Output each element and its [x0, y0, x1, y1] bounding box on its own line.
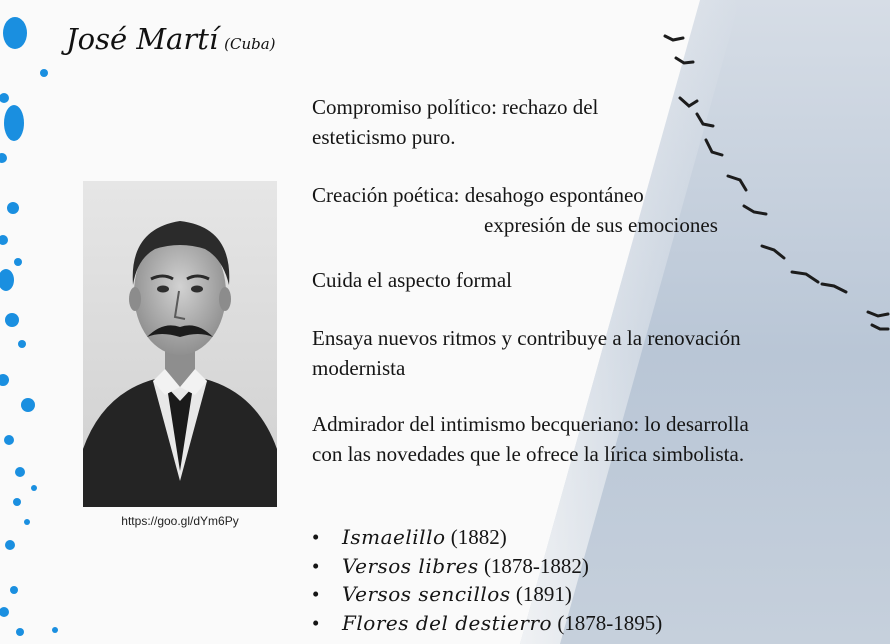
paragraph-poetic-creation: [312, 180, 782, 240]
bullet-icon: •: [312, 582, 320, 606]
paragraph-becquerian-intimism: Admirador del intimismo becqueriano: lo desarrolla con las novedades que le ofrece la lírica simbolista.: [312, 412, 749, 466]
portrait-photo: [83, 181, 277, 507]
work-years: (1891): [515, 582, 572, 606]
works-list: [312, 523, 662, 637]
work-years: (1882): [450, 525, 507, 549]
poetic-creation-line-2: expresión de sus emociones: [484, 213, 718, 237]
work-item: [312, 552, 662, 581]
work-title: Ismaelillo: [342, 525, 446, 549]
bullet-icon: •: [312, 610, 320, 635]
slide-title: [66, 22, 276, 56]
title-name: José Martí: [66, 22, 219, 56]
work-title: Flores del destierro: [342, 610, 553, 635]
work-item: [312, 523, 662, 552]
image-source-link[interactable]: https://goo.gl/dYm6Py: [121, 514, 239, 528]
work-years: (1878-1882): [483, 553, 589, 578]
work-years: (1878-1895): [557, 610, 663, 635]
bullet-icon: •: [312, 553, 320, 578]
work-item: [312, 609, 662, 638]
poetic-creation-line-1: Creación poética: desahogo espontáneo: [312, 183, 644, 207]
work-title: Versos sencillos: [342, 582, 511, 606]
work-item: [312, 580, 662, 609]
title-country: (Cuba): [224, 35, 276, 53]
paragraph-formal-aspect: Cuida el aspecto formal: [312, 268, 513, 292]
paragraph-new-rhythms: Ensaya nuevos ritmos y contribuye a la renovación modernista: [312, 326, 741, 380]
paragraph-political-commitment: Compromiso político: rechazo del esteticismo puro.: [312, 95, 599, 149]
work-title: Versos libres: [342, 553, 479, 578]
bullet-icon: •: [312, 525, 320, 549]
